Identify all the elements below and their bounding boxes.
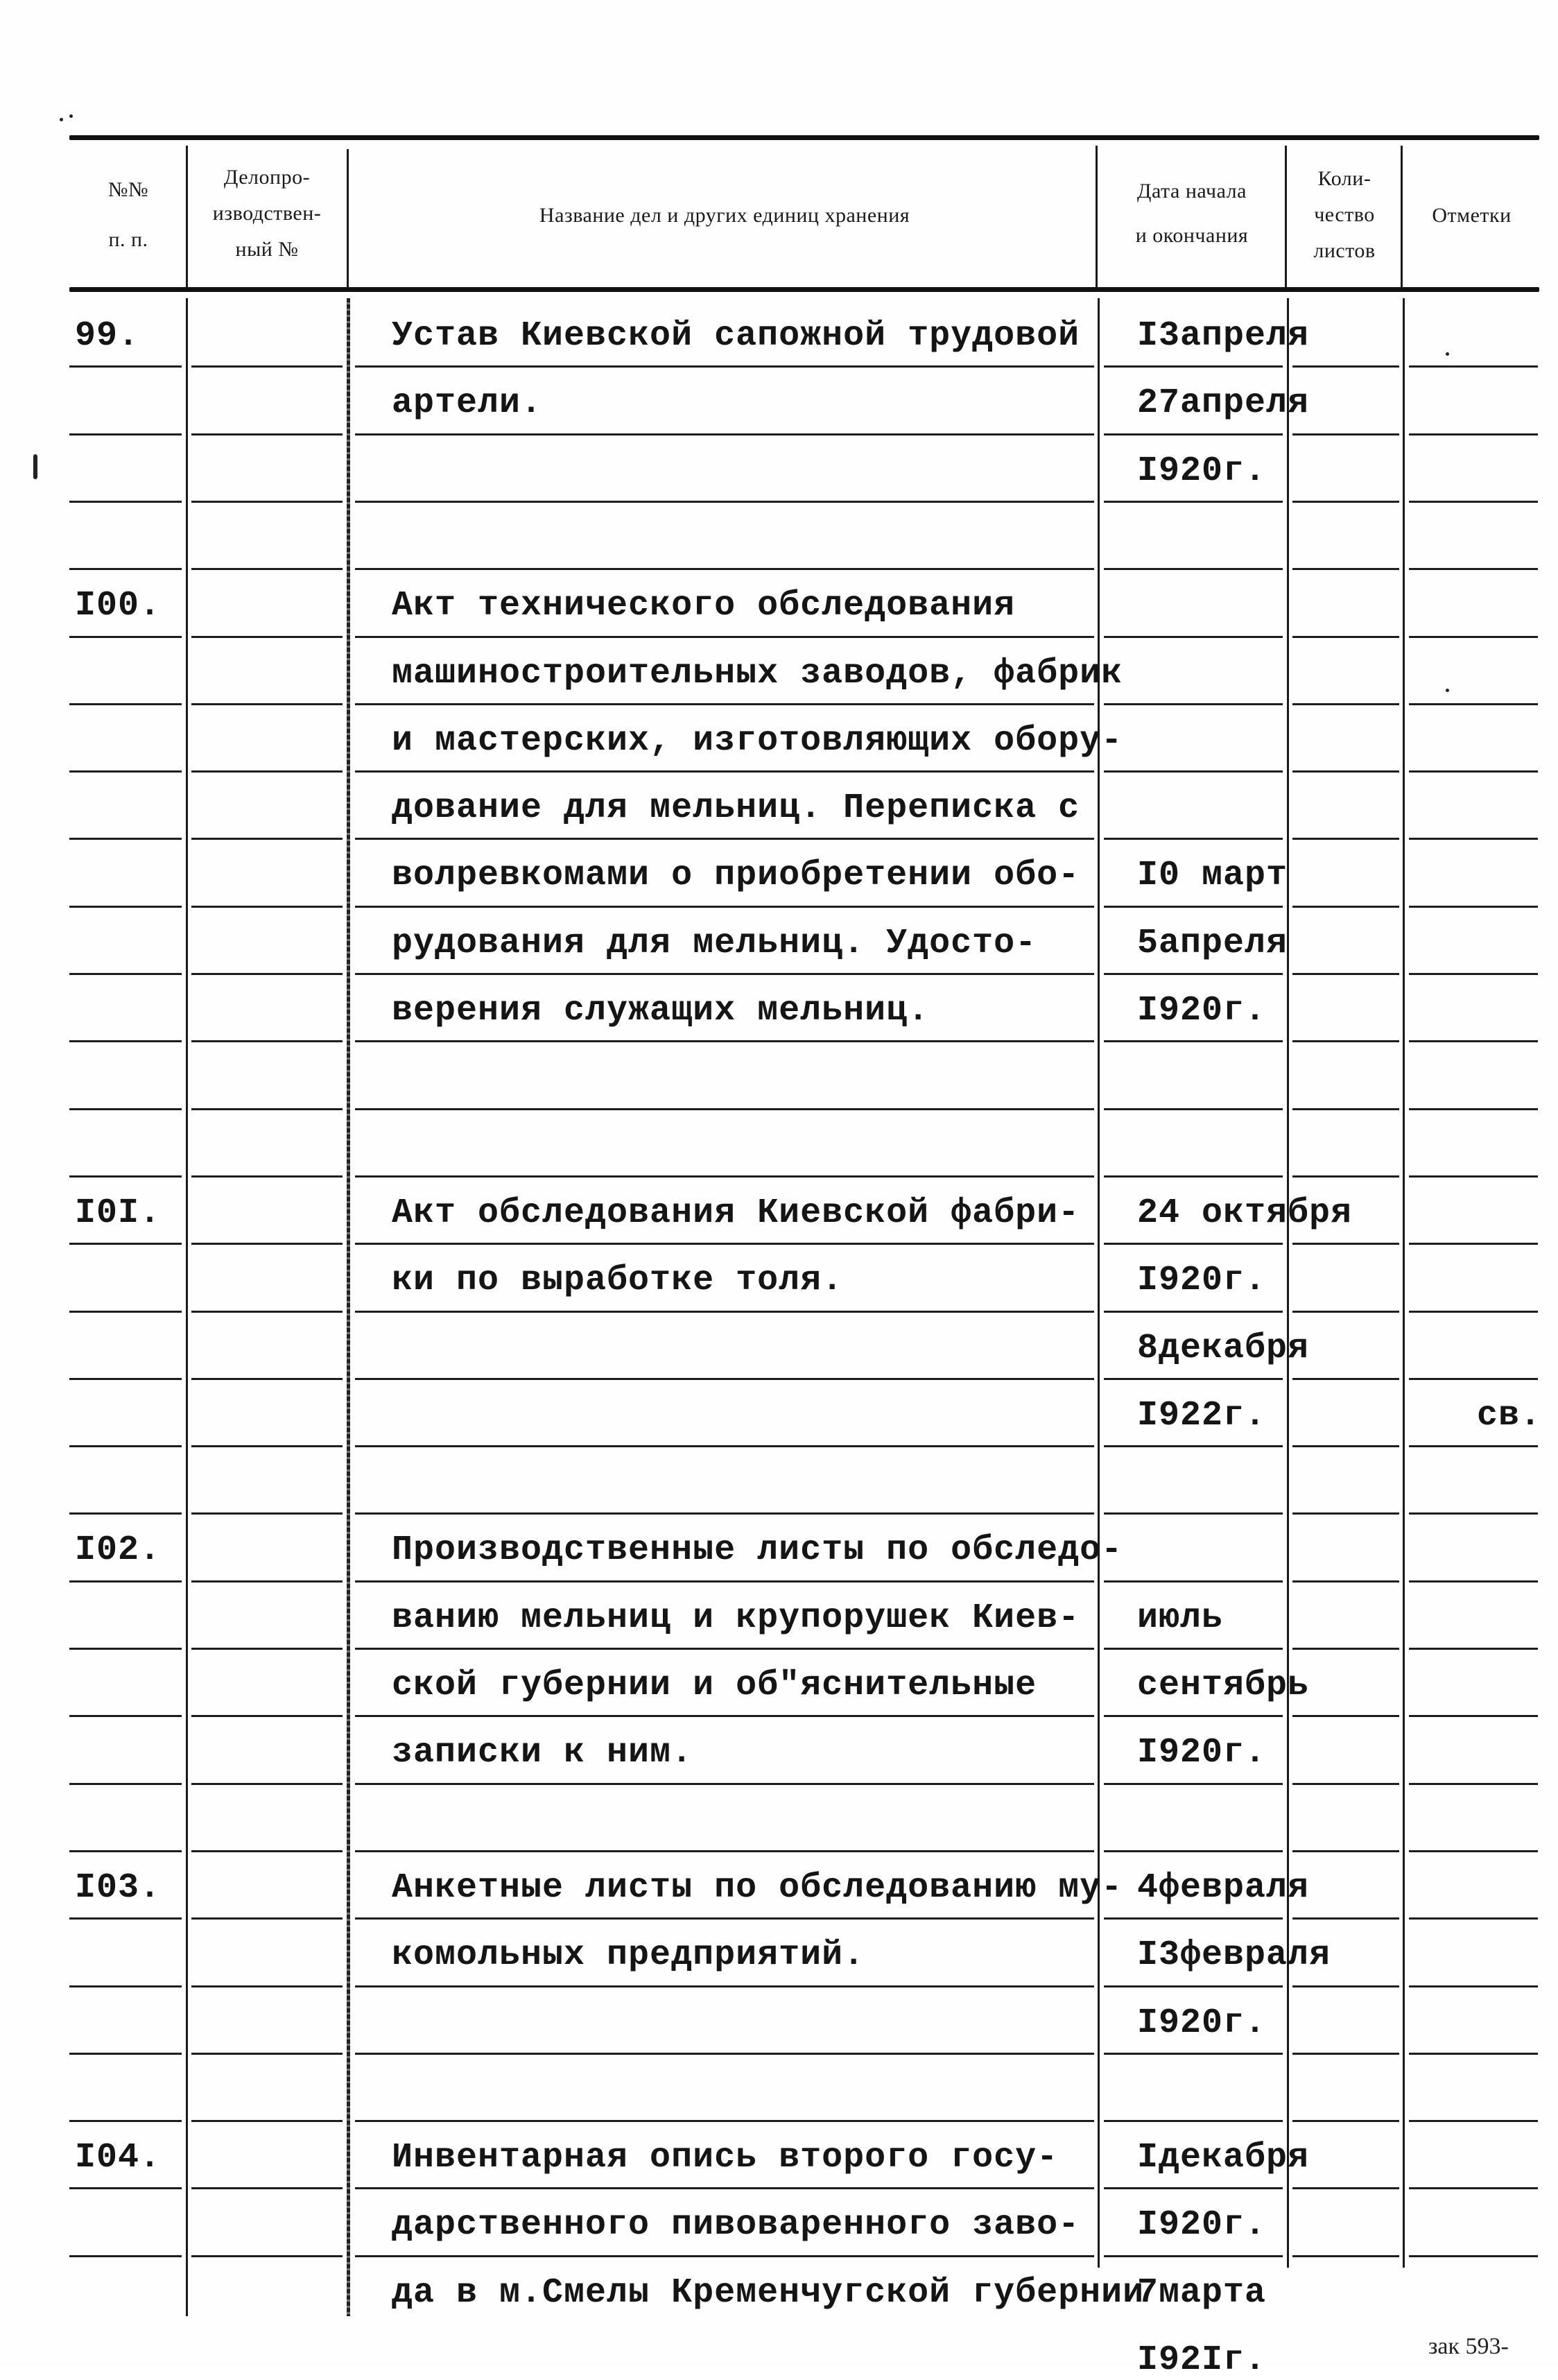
row-rule	[1409, 906, 1538, 908]
order-mark: зак 593-	[1428, 2334, 1509, 2359]
row-rule	[191, 2187, 343, 2189]
row-rule	[69, 1108, 182, 1110]
entry-title-line: машиностроительных заводов, фабрик	[392, 654, 1123, 693]
row-rule	[355, 973, 1094, 975]
row-rule	[69, 1917, 182, 1920]
row-rule	[69, 1311, 182, 1313]
row-rule	[1292, 973, 1399, 975]
row-rule	[1104, 770, 1283, 773]
header-col-notes: Отметки	[1432, 204, 1512, 227]
row-rule	[355, 2187, 1094, 2189]
row-rule	[1292, 1445, 1399, 1447]
row-rule	[1104, 838, 1283, 840]
row-rule	[1292, 501, 1399, 503]
row-rule	[355, 568, 1094, 570]
row-rule	[1292, 1243, 1399, 1245]
row-rule	[191, 1378, 343, 1380]
body-divider-count	[1403, 298, 1405, 2268]
row-rule	[1104, 1445, 1283, 1447]
row-rule	[191, 1917, 343, 1920]
row-rule	[69, 636, 182, 638]
entry-number: I03.	[75, 1868, 162, 1908]
row-rule	[355, 1850, 1094, 1852]
row-rule	[191, 1243, 343, 1245]
row-rule	[69, 2053, 182, 2055]
row-rule	[1104, 1311, 1283, 1313]
row-rule	[191, 1175, 343, 1178]
entry-title-line: Устав Киевской сапожной трудовой	[392, 316, 1080, 356]
row-rule	[355, 1512, 1094, 1515]
row-rule	[355, 1378, 1094, 1380]
row-rule	[355, 1783, 1094, 1785]
entry-date-line: 24 октября	[1137, 1193, 1353, 1233]
entry-date-line: 8декабря	[1137, 1329, 1310, 1368]
entry-number: I00.	[75, 586, 162, 626]
row-rule	[355, 1985, 1094, 1987]
row-rule	[1292, 1783, 1399, 1785]
row-rule	[355, 906, 1094, 908]
row-rule	[1292, 1108, 1399, 1110]
entry-title-line: дарственного пивоваренного заво-	[392, 2205, 1080, 2245]
row-rule	[1409, 433, 1538, 436]
row-rule	[1409, 973, 1538, 975]
entry-date-line: I920г.	[1137, 1261, 1267, 1300]
row-rule	[69, 838, 182, 840]
row-rule	[1292, 770, 1399, 773]
row-rule	[355, 703, 1094, 705]
row-rule	[1292, 2053, 1399, 2055]
row-rule	[69, 2255, 182, 2257]
row-rule	[1409, 2120, 1538, 2122]
entry-date-line: I3апреля	[1137, 316, 1310, 356]
entry-date-line: I920г.	[1137, 451, 1267, 491]
row-rule	[1409, 1512, 1538, 1515]
row-rule	[191, 973, 343, 975]
row-rule	[1104, 703, 1283, 705]
row-rule	[191, 1108, 343, 1110]
speck	[69, 114, 73, 118]
row-rule	[1409, 703, 1538, 705]
row-rule	[1409, 1985, 1538, 1987]
row-rule	[355, 636, 1094, 638]
row-rule	[1409, 1108, 1538, 1110]
entry-title-line: Инвентарная опись второго госу-	[392, 2138, 1059, 2178]
row-rule	[69, 2120, 182, 2122]
entry-date-line: I920г.	[1137, 2205, 1267, 2245]
entry-title-line: верения служащих мельниц.	[392, 991, 930, 1031]
row-rule	[191, 906, 343, 908]
row-rule	[355, 2255, 1094, 2257]
row-rule	[355, 501, 1094, 503]
speck	[60, 118, 63, 121]
row-rule	[1409, 1850, 1538, 1852]
row-rule	[1292, 1985, 1399, 1987]
row-rule	[1292, 2120, 1399, 2122]
row-rule	[1292, 2255, 1399, 2257]
row-rule	[1292, 433, 1399, 436]
row-rule	[1409, 1783, 1538, 1785]
row-rule	[1292, 568, 1399, 570]
row-rule	[1104, 1580, 1283, 1583]
row-rule	[1292, 1378, 1399, 1380]
speck	[1446, 352, 1449, 356]
row-rule	[69, 1243, 182, 1245]
entry-date-line: Iдекабря	[1137, 2138, 1310, 2178]
row-rule	[69, 1580, 182, 1583]
row-rule	[191, 703, 343, 705]
row-rule	[355, 2120, 1094, 2122]
row-rule	[355, 770, 1094, 773]
entry-notes: св.	[1477, 1396, 1542, 1435]
speck	[1446, 689, 1449, 692]
row-rule	[1409, 838, 1538, 840]
row-rule	[1104, 1985, 1283, 1987]
entry-date-line: I920г.	[1137, 991, 1267, 1031]
row-rule	[191, 1512, 343, 1515]
entry-date-line: I92Iг.	[1137, 2340, 1267, 2380]
row-rule	[191, 636, 343, 638]
row-rule	[1409, 2255, 1538, 2257]
entry-title-line: записки к ним.	[392, 1733, 693, 1773]
entry-date-line: 4февраля	[1137, 1868, 1310, 1908]
entry-title-line: Производственные листы по обследо-	[392, 1530, 1123, 1570]
row-rule	[69, 1850, 182, 1852]
entry-date-line: I920г.	[1137, 2003, 1267, 2043]
entry-title-line: комольных предприятий.	[392, 1935, 865, 1975]
row-rule	[355, 1648, 1094, 1650]
header-col-count: Коли- чество листов	[1313, 167, 1376, 262]
row-rule	[1104, 1850, 1283, 1852]
row-rule	[191, 1040, 343, 1042]
row-rule	[69, 365, 182, 368]
entry-title-line: ванию мельниц и крупорушек Киев-	[392, 1598, 1080, 1638]
row-rule	[191, 1985, 343, 1987]
row-rule	[1409, 1715, 1538, 1717]
entry-number: I0I.	[75, 1193, 162, 1233]
entry-number: I02.	[75, 1530, 162, 1570]
row-rule	[1409, 1580, 1538, 1583]
row-rule	[1292, 2187, 1399, 2189]
row-rule	[191, 1445, 343, 1447]
row-rule	[191, 365, 343, 368]
row-rule	[69, 1648, 182, 1650]
row-rule	[1104, 365, 1283, 368]
body-divider-number	[186, 298, 188, 2316]
row-rule	[1104, 2120, 1283, 2122]
row-rule	[1292, 1917, 1399, 1920]
header-divider	[347, 149, 349, 288]
row-rule	[355, 1108, 1094, 1110]
row-rule	[69, 501, 182, 503]
row-rule	[1292, 1850, 1399, 1852]
row-rule	[1104, 1108, 1283, 1110]
row-rule	[1409, 365, 1538, 368]
row-rule	[1409, 2187, 1538, 2189]
row-rule	[1292, 906, 1399, 908]
row-rule	[69, 973, 182, 975]
entry-date-line: 27апреля	[1137, 383, 1310, 423]
row-rule	[69, 1715, 182, 1717]
row-rule	[191, 2255, 343, 2257]
row-rule	[1292, 838, 1399, 840]
row-rule	[1292, 1715, 1399, 1717]
row-rule	[1292, 1175, 1399, 1178]
row-rule	[355, 365, 1094, 368]
row-rule	[1409, 770, 1538, 773]
body-divider-title	[1098, 298, 1100, 2268]
body-divider-office	[347, 298, 350, 2316]
row-rule	[69, 433, 182, 436]
row-rule	[1104, 1175, 1283, 1178]
row-rule	[355, 838, 1094, 840]
row-rule	[69, 1512, 182, 1515]
row-rule	[355, 2053, 1094, 2055]
entry-date-line: I3февраля	[1137, 1935, 1331, 1975]
entry-title-line: ки по выработке толя.	[392, 1261, 844, 1300]
entry-title-line: волревкомами о приобретении обо-	[392, 856, 1080, 895]
entry-title-line: рудования для мельниц. Удосто-	[392, 924, 1037, 963]
entry-date-line: 7марта	[1137, 2273, 1267, 2313]
row-rule	[69, 906, 182, 908]
row-rule	[355, 1311, 1094, 1313]
row-rule	[191, 1580, 343, 1583]
header-col-title: Название дел и других единиц хранения	[539, 204, 910, 227]
row-rule	[1409, 501, 1538, 503]
row-rule	[69, 1985, 182, 1987]
header-col-dates: Дата начала и окончания	[1135, 180, 1249, 247]
entry-title-line: и мастерских, изготовляющих обору-	[392, 721, 1123, 761]
entry-title-line: Акт обследования Киевской фабри-	[392, 1193, 1080, 1233]
entry-title-line: да в м.Смелы Кременчугской губернии	[392, 2273, 1145, 2313]
row-rule	[1409, 1040, 1538, 1042]
header-col-number: №№ п. п.	[107, 178, 149, 251]
entry-title-line: ской губернии и об"яснительные	[392, 1666, 1037, 1705]
row-rule	[1292, 703, 1399, 705]
entry-date-line: I920г.	[1137, 1733, 1267, 1773]
row-rule	[1409, 1311, 1538, 1313]
row-rule	[1104, 1783, 1283, 1785]
row-rule	[1409, 1243, 1538, 1245]
row-rule	[191, 1648, 343, 1650]
row-rule	[1104, 1243, 1283, 1245]
row-rule	[1104, 433, 1283, 436]
row-rule	[191, 1850, 343, 1852]
margin-mark	[33, 454, 37, 479]
row-rule	[1104, 501, 1283, 503]
row-rule	[1409, 2053, 1538, 2055]
row-rule	[355, 1175, 1094, 1178]
row-rule	[1104, 1648, 1283, 1650]
entry-title-line: артели.	[392, 383, 543, 423]
row-rule	[355, 1040, 1094, 1042]
row-rule	[1104, 1512, 1283, 1515]
entry-date-line: июль	[1137, 1598, 1224, 1638]
row-rule	[69, 568, 182, 570]
row-rule	[1292, 365, 1399, 368]
row-rule	[1104, 1917, 1283, 1920]
row-rule	[1292, 1580, 1399, 1583]
row-rule	[355, 433, 1094, 436]
entry-date-line: I922г.	[1137, 1396, 1267, 1435]
row-rule	[191, 2120, 343, 2122]
row-rule	[69, 1783, 182, 1785]
row-rule	[1104, 906, 1283, 908]
row-rule	[1292, 1512, 1399, 1515]
row-rule	[1104, 1715, 1283, 1717]
row-rule	[191, 2053, 343, 2055]
row-rule	[191, 568, 343, 570]
entry-number: 99.	[75, 316, 140, 356]
row-rule	[1409, 1917, 1538, 1920]
entry-date-line: сентябрь	[1137, 1666, 1310, 1705]
row-rule	[69, 1175, 182, 1178]
header-divider	[1096, 146, 1098, 288]
entry-title-line: Акт технического обследования	[392, 586, 1016, 626]
table-top-rule	[69, 135, 1539, 140]
row-rule	[1409, 568, 1538, 570]
row-rule	[1409, 1378, 1538, 1380]
row-rule	[191, 1715, 343, 1717]
row-rule	[1292, 636, 1399, 638]
row-rule	[69, 770, 182, 773]
header-divider	[1401, 146, 1403, 288]
row-rule	[69, 1040, 182, 1042]
row-rule	[69, 1445, 182, 1447]
row-rule	[1104, 568, 1283, 570]
row-rule	[355, 1580, 1094, 1583]
row-rule	[1104, 636, 1283, 638]
entry-date-line: I0 март	[1137, 856, 1288, 895]
row-rule	[69, 2187, 182, 2189]
row-rule	[355, 1243, 1094, 1245]
row-rule	[1292, 1040, 1399, 1042]
row-rule	[191, 770, 343, 773]
entry-title-line: дование для мельниц. Переписка с	[392, 788, 1080, 828]
row-rule	[1104, 1378, 1283, 1380]
row-rule	[1104, 973, 1283, 975]
row-rule	[1292, 1311, 1399, 1313]
row-rule	[1409, 1175, 1538, 1178]
row-rule	[1104, 2255, 1283, 2257]
row-rule	[191, 501, 343, 503]
entry-title-line: Анкетные листы по обследованию му-	[392, 1868, 1123, 1908]
row-rule	[69, 1378, 182, 1380]
row-rule	[355, 1445, 1094, 1447]
row-rule	[191, 1311, 343, 1313]
row-rule	[69, 703, 182, 705]
header-divider	[1285, 146, 1287, 288]
row-rule	[355, 1715, 1094, 1717]
header-col-office-number: Делопро- изводствен- ный №	[212, 166, 322, 261]
entry-date-line: 5апреля	[1137, 924, 1288, 963]
row-rule	[191, 838, 343, 840]
row-rule	[1409, 1445, 1538, 1447]
row-rule	[1292, 1648, 1399, 1650]
row-rule	[191, 1783, 343, 1785]
header-bottom-rule	[69, 287, 1539, 292]
header-divider	[186, 146, 188, 288]
row-rule	[355, 1917, 1094, 1920]
entry-number: I04.	[75, 2138, 162, 2178]
row-rule	[1409, 1648, 1538, 1650]
row-rule	[1104, 2053, 1283, 2055]
row-rule	[1104, 2187, 1283, 2189]
row-rule	[191, 433, 343, 436]
row-rule	[1409, 636, 1538, 638]
row-rule	[1104, 1040, 1283, 1042]
